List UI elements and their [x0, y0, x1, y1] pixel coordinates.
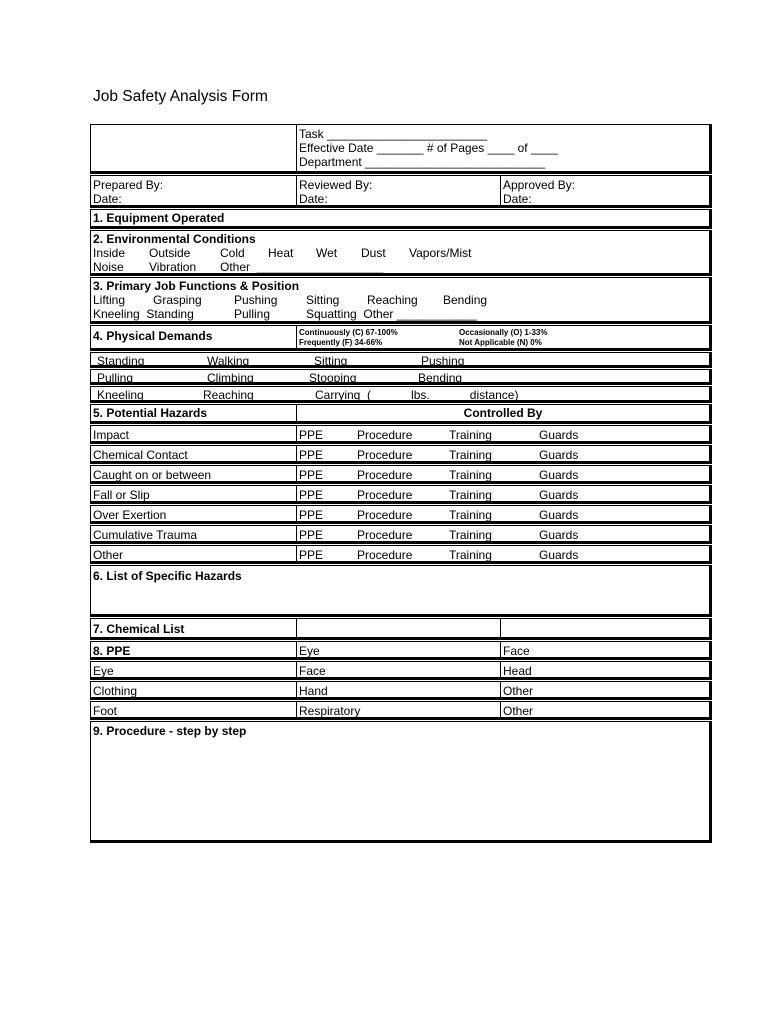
section-1-title: 1. Equipment Operated: [93, 211, 225, 225]
control-option-ppe[interactable]: PPE: [299, 508, 324, 522]
control-option-guards[interactable]: Guards: [539, 508, 579, 522]
hazard-row: [90, 425, 712, 444]
control-option-ppe[interactable]: PPE: [299, 448, 324, 462]
header-section: [90, 124, 712, 174]
frequency-legend: [296, 326, 709, 348]
header-blank: [91, 125, 296, 171]
ppe-option[interactable]: Respiratory: [296, 702, 500, 717]
section-8-title: 8. PPE: [93, 644, 131, 657]
section-4-title: 4. Physical Demands: [93, 329, 213, 343]
hazard-row: [90, 485, 712, 504]
effective-date-field[interactable]: Effective Date _______ # of Pages ____ of ____: [299, 141, 558, 155]
functions-row-2: [93, 307, 709, 321]
jsa-form: [90, 124, 710, 844]
function-option[interactable]: Pushing: [234, 293, 278, 307]
demands-row-2-items: [97, 371, 709, 385]
hazard-name: Cumulative Trauma: [93, 528, 198, 541]
demands-row-1: [90, 352, 712, 368]
control-option-training[interactable]: Training: [449, 488, 492, 502]
ppe-option[interactable]: Hand: [296, 682, 500, 697]
section-specific-hazards[interactable]: [90, 565, 712, 617]
control-option-procedure[interactable]: Procedure: [357, 468, 413, 482]
ppe-rows: [90, 641, 710, 720]
control-option-procedure[interactable]: Procedure: [357, 548, 413, 562]
department-field[interactable]: Department ___________________________: [299, 155, 546, 169]
env-option[interactable]: Wet: [316, 246, 338, 260]
section-chemical-list: [90, 618, 712, 640]
env-option[interactable]: Vapors/Mist: [409, 246, 472, 260]
demand-item[interactable]: Reaching ____: [203, 388, 288, 402]
prepared-by-cell[interactable]: [91, 176, 296, 205]
control-option-guards[interactable]: Guards: [539, 528, 579, 542]
env-option[interactable]: Cold: [220, 246, 245, 260]
section-5-title: 5. Potential Hazards: [93, 406, 208, 420]
demands-row-2: [90, 369, 712, 385]
control-options: [296, 466, 709, 481]
control-option-guards[interactable]: Guards: [539, 548, 579, 562]
control-option-ppe[interactable]: PPE: [299, 428, 324, 442]
demand-item[interactable]: Kneeling ____: [97, 388, 178, 402]
ppe-option[interactable]: Clothing: [93, 684, 138, 697]
control-option-ppe[interactable]: PPE: [299, 528, 324, 542]
ppe-option[interactable]: Other: [500, 682, 709, 697]
demand-item[interactable]: Bending ____: [418, 371, 496, 385]
header-fields: [296, 125, 709, 171]
signoff-section: [90, 175, 712, 208]
env-option[interactable]: Outside: [149, 246, 191, 260]
function-other-field[interactable]: Squatting Other ____________: [306, 307, 477, 321]
chemical-cell[interactable]: [296, 619, 500, 637]
env-option[interactable]: Inside: [93, 246, 126, 260]
control-option-procedure[interactable]: Procedure: [357, 508, 413, 522]
function-option[interactable]: Bending: [443, 293, 488, 307]
ppe-option[interactable]: Face: [296, 662, 500, 677]
section-equipment[interactable]: [90, 209, 712, 229]
reviewed-by-label: Reviewed By:: [299, 178, 373, 192]
ppe-option[interactable]: Head: [500, 662, 709, 677]
control-options: [296, 446, 709, 461]
ppe-option[interactable]: Eye: [93, 664, 114, 677]
ppe-option[interactable]: Eye: [296, 642, 500, 657]
control-option-ppe[interactable]: PPE: [299, 468, 324, 482]
environment-row-1: [93, 246, 709, 260]
approved-by-cell[interactable]: [500, 176, 709, 205]
section-3-title: 3. Primary Job Functions & Position: [93, 279, 300, 293]
control-option-procedure[interactable]: Procedure: [357, 428, 413, 442]
function-option[interactable]: Lifting: [93, 293, 126, 307]
demands-row-3: [90, 386, 712, 403]
legend-occasionally: Occasionally (O) 1-33%: [459, 328, 548, 337]
form-title: Job Safety Analysis Form: [93, 88, 268, 105]
task-field[interactable]: Task ________________________: [299, 127, 488, 141]
hazard-name: Caught on or between: [93, 468, 212, 481]
control-option-ppe[interactable]: PPE: [299, 548, 324, 562]
hazard-name: Over Exertion: [93, 508, 167, 521]
control-option-guards[interactable]: Guards: [539, 448, 579, 462]
env-option[interactable]: Heat: [268, 246, 294, 260]
control-option-procedure[interactable]: Procedure: [357, 488, 413, 502]
functions-row-1: [93, 293, 709, 307]
control-options: [296, 526, 709, 541]
control-options: [296, 426, 709, 441]
prepared-by-label: Prepared By:: [93, 178, 164, 192]
demands-row-1-items: [97, 354, 709, 368]
function-option[interactable]: Pulling: [234, 307, 271, 321]
section-6-title: 6. List of Specific Hazards: [93, 569, 242, 583]
environment-row-2: [93, 260, 709, 274]
demand-item[interactable]: Pulling ____: [97, 371, 167, 385]
hazards-header: [90, 404, 712, 424]
section-job-functions: [90, 277, 712, 324]
approved-by-label: Approved By:: [503, 178, 576, 192]
hazard-row: [90, 445, 712, 464]
demand-item[interactable]: Stooping ____: [309, 371, 390, 385]
function-option[interactable]: Reaching: [367, 293, 418, 307]
demands-row-3-items: [97, 388, 709, 402]
control-option-ppe[interactable]: PPE: [299, 488, 324, 502]
control-option-training[interactable]: Training: [449, 548, 492, 562]
control-options: [296, 506, 709, 521]
hazard-name: Chemical Contact: [93, 448, 188, 461]
section-environment: [90, 230, 712, 276]
control-option-training[interactable]: Training: [449, 448, 492, 462]
hazard-rows: [90, 425, 710, 564]
demand-item[interactable]: Walking ____: [207, 354, 283, 368]
hazard-name: Other: [93, 548, 124, 561]
ppe-option[interactable]: Face: [500, 642, 709, 657]
ppe-row: [90, 701, 712, 720]
ppe-row: [90, 681, 712, 700]
approved-date-label: Date:: [503, 192, 532, 205]
env-option[interactable]: Dust: [361, 246, 386, 260]
env-option[interactable]: Vibration: [149, 260, 197, 274]
section-9-title: 9. Procedure - step by step: [93, 724, 247, 738]
env-other-field[interactable]: Other ___________________: [220, 260, 384, 274]
control-option-training[interactable]: Training: [449, 468, 492, 482]
control-option-training[interactable]: Training: [449, 508, 492, 522]
reviewed-by-cell[interactable]: [296, 176, 500, 205]
reviewed-date-label: Date:: [299, 192, 328, 205]
control-option-guards[interactable]: Guards: [539, 428, 579, 442]
control-option-training[interactable]: Training: [449, 428, 492, 442]
demand-item[interactable]: Climbing ____: [207, 371, 288, 385]
hazard-row: [90, 505, 712, 524]
hazard-name: Fall or Slip: [93, 488, 150, 501]
control-option-procedure[interactable]: Procedure: [357, 528, 413, 542]
function-option[interactable]: Kneeling Standing: [93, 307, 194, 321]
control-option-guards[interactable]: Guards: [539, 468, 579, 482]
legend-frequently: Frequently (F) 34-66%: [299, 338, 383, 347]
control-option-guards[interactable]: Guards: [539, 488, 579, 502]
legend-not-applicable: Not Applicable (N) 0%: [459, 338, 542, 347]
ppe-row: [90, 661, 712, 680]
function-option[interactable]: Grasping: [153, 293, 202, 307]
ppe-row: [90, 641, 712, 660]
env-option[interactable]: Noise: [93, 260, 124, 274]
hazard-row: [90, 465, 712, 484]
ppe-option[interactable]: Foot: [93, 704, 118, 717]
control-options: [296, 546, 709, 561]
control-options: [296, 486, 709, 501]
demand-item[interactable]: Carrying (______lbs. _____ distance): [315, 388, 519, 402]
demand-item[interactable]: Pushing ____: [421, 354, 498, 368]
hazard-name: Impact: [93, 428, 130, 441]
demand-item[interactable]: Standing ____: [97, 354, 178, 368]
section-2-title: 2. Environmental Conditions: [93, 232, 256, 246]
function-option[interactable]: Sitting: [306, 293, 340, 307]
legend-continuously: Continuously (C) 67-100%: [299, 328, 398, 337]
prepared-date-label: Date:: [93, 192, 122, 205]
control-option-training[interactable]: Training: [449, 528, 492, 542]
ppe-option[interactable]: Other: [500, 702, 709, 717]
control-option-procedure[interactable]: Procedure: [357, 448, 413, 462]
controlled-by-header: Controlled By: [296, 405, 709, 421]
section-procedure[interactable]: [90, 721, 712, 843]
demand-item[interactable]: Sitting ____: [314, 354, 381, 368]
chemical-cell[interactable]: [500, 619, 709, 637]
section-physical-demands: [90, 325, 712, 351]
section-7-title: 7. Chemical List: [93, 622, 185, 636]
hazard-row: [90, 545, 712, 564]
hazard-row: [90, 525, 712, 544]
